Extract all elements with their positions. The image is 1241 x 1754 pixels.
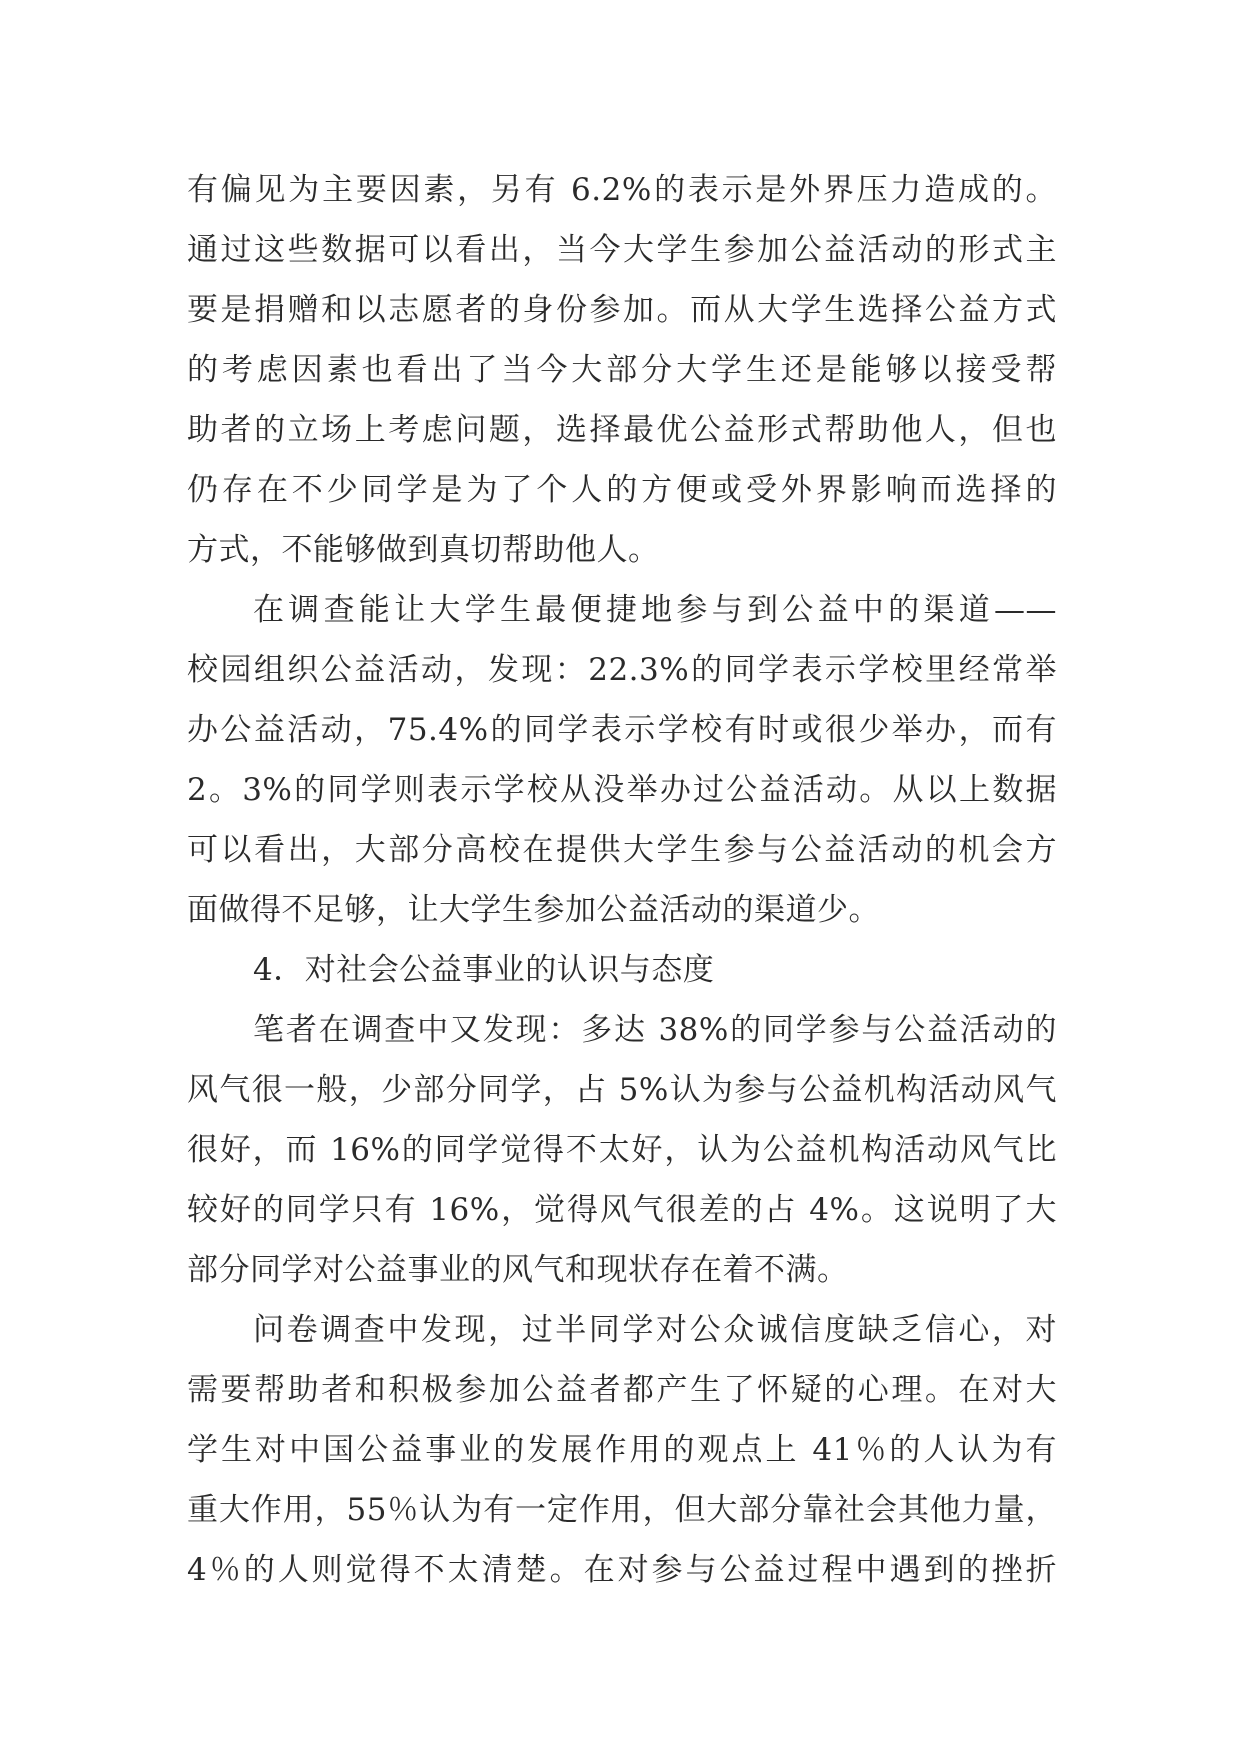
text-line: 风气很一般，少部分同学，占 5%认为参与公益机构活动风气 xyxy=(187,1072,1057,1108)
text-line: 仍存在不少同学是为了个人的方便或受外界影响而选择的 xyxy=(187,472,1057,508)
text-line: 校园组织公益活动，发现：22.3%的同学表示学校里经常举 xyxy=(187,652,1057,688)
text-line: 较好的同学只有 16%，觉得风气很差的占 4%。这说明了大 xyxy=(187,1192,1057,1228)
text-line: 学生对中国公益事业的发展作用的观点上 41％的人认为有 xyxy=(187,1432,1057,1468)
body-text xyxy=(187,160,1057,1600)
text-line: 通过这些数据可以看出，当今大学生参加公益活动的形式主 xyxy=(187,232,1057,268)
text-line: 2。3%的同学则表示学校从没举办过公益活动。从以上数据 xyxy=(187,772,1057,808)
text-line: 面做得不足够，让大学生参加公益活动的渠道少。 xyxy=(187,892,880,928)
text-line: 4％的人则觉得不太清楚。在对参与公益过程中遇到的挫折 xyxy=(187,1552,1057,1588)
text-line: 有偏见为主要因素，另有 6.2%的表示是外界压力造成的。 xyxy=(187,172,1057,208)
text-line: 可以看出，大部分高校在提供大学生参与公益活动的机会方 xyxy=(187,832,1057,868)
text-line: 方式，不能够做到真切帮助他人。 xyxy=(187,532,660,568)
text-line: 要是捐赠和以志愿者的身份参加。而从大学生选择公益方式 xyxy=(187,292,1057,328)
paragraph-first-line: 在调查能让大学生最便捷地参与到公益中的渠道—— xyxy=(253,592,1057,628)
text-line: 很好，而 16%的同学觉得不太好，认为公益机构活动风气比 xyxy=(187,1132,1057,1168)
text-line: 办公益活动，75.4%的同学表示学校有时或很少举办，而有 xyxy=(187,712,1057,748)
text-line: 助者的立场上考虑问题，选择最优公益形式帮助他人，但也 xyxy=(187,412,1057,448)
text-line: 部分同学对公益事业的风气和现状存在着不满。 xyxy=(187,1252,849,1288)
text-line: 重大作用，55％认为有一定作用，但大部分靠社会其他力量， xyxy=(187,1492,1057,1528)
paragraph-first-line: 问卷调查中发现，过半同学对公众诚信度缺乏信心，对 xyxy=(253,1312,1057,1348)
text-line: 的考虑因素也看出了当今大部分大学生还是能够以接受帮 xyxy=(187,352,1057,388)
paragraph-first-line: 笔者在调查中又发现：多达 38%的同学参与公益活动的 xyxy=(253,1012,1057,1048)
text-line: 需要帮助者和积极参加公益者都产生了怀疑的心理。在对大 xyxy=(187,1372,1057,1408)
section-heading: 4．对社会公益事业的认识与态度 xyxy=(253,952,715,988)
